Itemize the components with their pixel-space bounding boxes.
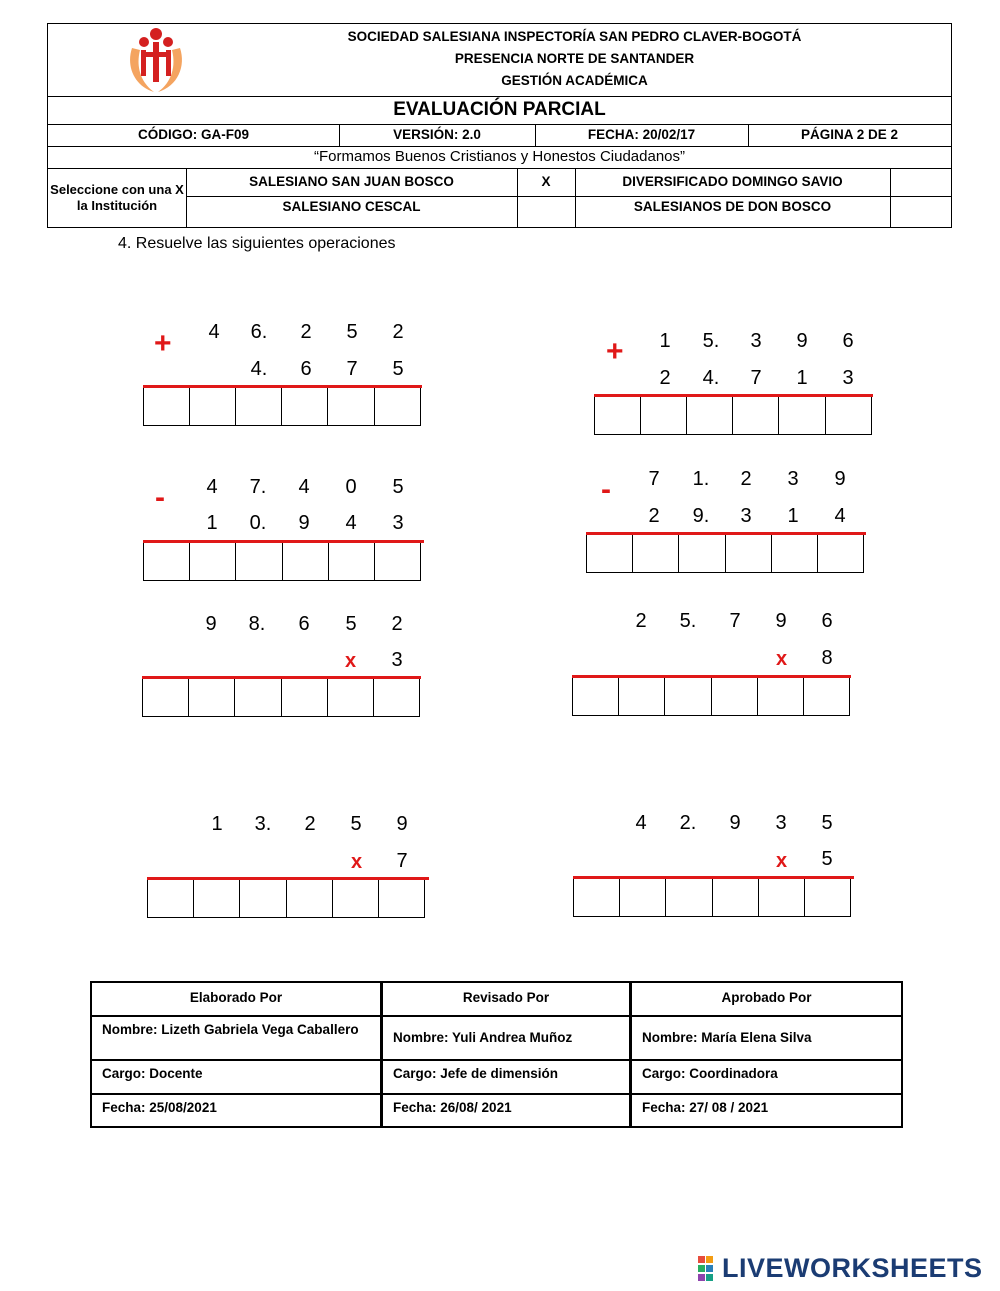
answer-box[interactable] — [144, 543, 190, 581]
digit: 9 — [729, 812, 741, 834]
doc-date: FECHA: 20/02/17 — [587, 126, 696, 142]
approval-table — [90, 981, 903, 1128]
revisado-date: Fecha: 26/08/ 2021 — [393, 1099, 512, 1115]
revisado-role: Cargo: Jefe de dimensión — [393, 1065, 559, 1081]
digit: 7. — [249, 476, 267, 498]
revisado-name: Nombre: Yuli Andrea Muñoz — [393, 1029, 573, 1045]
answer-box[interactable] — [328, 679, 374, 717]
digit: 9 — [205, 613, 217, 635]
digit: 1 — [211, 813, 223, 835]
answer-boxes — [142, 679, 420, 717]
doc-page: PÁGINA 2 DE 2 — [800, 126, 899, 142]
digit: 1 — [787, 505, 799, 527]
digit: 4 — [208, 321, 220, 343]
digit: 3 — [391, 649, 403, 671]
answer-box[interactable] — [194, 880, 240, 918]
digit: 2 — [392, 321, 404, 343]
digit: 3. — [254, 813, 272, 835]
times-sign: x — [351, 851, 363, 873]
digit: 7 — [648, 468, 660, 490]
digit: 6. — [250, 321, 268, 343]
answer-box[interactable] — [333, 880, 379, 918]
digit: 9 — [298, 512, 310, 534]
answer-box[interactable] — [189, 679, 235, 717]
elaborado-name: Nombre: Lizeth Gabriela Vega Caballero — [102, 1021, 359, 1037]
digit: 9 — [796, 330, 808, 352]
answer-box[interactable] — [587, 535, 633, 573]
answer-box[interactable] — [374, 679, 420, 717]
times-sign: x — [345, 650, 357, 672]
digit: 2 — [648, 505, 660, 527]
digit: 1 — [206, 512, 218, 534]
answer-boxes — [594, 397, 872, 435]
answer-boxes — [572, 678, 850, 716]
digit: 2 — [300, 321, 312, 343]
liveworksheets-brand[interactable]: LIVEWORKSHEETS — [722, 1253, 983, 1283]
answer-box[interactable] — [282, 388, 328, 426]
answer-box[interactable] — [641, 397, 687, 435]
answer-box[interactable] — [805, 879, 851, 917]
digit: 1 — [796, 367, 808, 389]
answer-box[interactable] — [375, 388, 421, 426]
institution-3-mark[interactable] — [517, 196, 575, 228]
answer-box[interactable] — [712, 678, 758, 716]
digit: 6 — [300, 358, 312, 380]
digit: 3 — [392, 512, 404, 534]
liveworksheets-logo-icon — [698, 1256, 722, 1282]
answer-box[interactable] — [143, 679, 189, 717]
answer-box[interactable] — [190, 543, 236, 581]
answer-boxes — [143, 388, 421, 426]
digit: 7 — [346, 358, 358, 380]
digit: 3 — [842, 367, 854, 389]
digit: 2 — [740, 468, 752, 490]
digit: 7 — [396, 850, 408, 872]
answer-box[interactable] — [574, 879, 620, 917]
institution-4-mark[interactable] — [890, 196, 951, 228]
answer-box[interactable] — [726, 535, 772, 573]
digit: 2 — [635, 610, 647, 632]
org-line-1: SOCIEDAD SALESIANA INSPECTORÍA SAN PEDRO CLAVER-BOGOTÁ — [347, 28, 802, 44]
answer-box[interactable] — [818, 535, 864, 573]
digit: 8. — [248, 613, 266, 635]
answer-box[interactable] — [804, 678, 850, 716]
document-title: EVALUACIÓN PARCIAL — [393, 99, 606, 121]
answer-box[interactable] — [190, 388, 236, 426]
digit: 2 — [304, 813, 316, 835]
answer-box[interactable] — [240, 880, 287, 918]
answer-box[interactable] — [329, 543, 375, 581]
answer-box[interactable] — [620, 879, 666, 917]
answer-box[interactable] — [375, 543, 421, 581]
answer-box[interactable] — [282, 679, 328, 717]
answer-box[interactable] — [666, 879, 713, 917]
org-line-3: GESTIÓN ACADÉMICA — [501, 72, 648, 88]
answer-box[interactable] — [679, 535, 726, 573]
motto: “Formamos Buenos Cristianos y Honestos Ciudadanos” — [314, 147, 685, 165]
answer-boxes — [586, 535, 864, 573]
salesian-logo-icon — [124, 26, 188, 94]
digit: 4 — [298, 476, 310, 498]
digit: 5 — [392, 476, 404, 498]
digit: 9 — [396, 813, 408, 835]
digit: 0. — [249, 512, 267, 534]
answer-box[interactable] — [283, 543, 329, 581]
times-sign: x — [776, 850, 788, 872]
digit: 2. — [679, 812, 697, 834]
plus-sign: + — [154, 327, 172, 360]
digit: 4 — [635, 812, 647, 834]
digit: 9 — [775, 610, 787, 632]
digit: 5. — [702, 330, 720, 352]
doc-version: VERSIÓN: 2.0 — [393, 126, 481, 142]
minus-sign: - — [155, 481, 165, 514]
answer-box[interactable] — [713, 879, 759, 917]
digit: 6 — [298, 613, 310, 635]
digit: 8 — [821, 647, 833, 669]
answer-boxes — [147, 880, 425, 918]
digit: 9. — [692, 505, 710, 527]
institution-2: DIVERSIFICADO DOMINGO SAVIO — [622, 173, 843, 189]
answer-box[interactable] — [687, 397, 733, 435]
digit: 4 — [834, 505, 846, 527]
answer-box[interactable] — [573, 678, 619, 716]
institution-1-mark[interactable]: X — [541, 173, 551, 189]
digit: 4. — [250, 358, 268, 380]
answer-box[interactable] — [633, 535, 679, 573]
digit: 9 — [834, 468, 846, 490]
digit: 5. — [679, 610, 697, 632]
answer-box[interactable] — [148, 880, 194, 918]
plus-sign: + — [606, 335, 624, 368]
answer-boxes — [573, 879, 851, 917]
elaborado-date: Fecha: 25/08/2021 — [102, 1099, 217, 1115]
org-line-2: PRESENCIA NORTE DE SANTANDER — [454, 50, 695, 66]
digit: 5 — [821, 848, 833, 870]
aprobado-role: Cargo: Coordinadora — [642, 1065, 778, 1081]
digit: 4. — [702, 367, 720, 389]
answer-box[interactable] — [144, 388, 190, 426]
answer-box[interactable] — [772, 535, 818, 573]
header-table — [47, 23, 952, 228]
answer-box[interactable] — [595, 397, 641, 435]
institution-3: SALESIANO CESCAL — [282, 198, 421, 214]
answer-box[interactable] — [328, 388, 375, 426]
digit: 5 — [346, 321, 358, 343]
answer-box[interactable] — [826, 397, 872, 435]
doc-code: CÓDIGO: GA-F09 — [137, 126, 249, 142]
institution-4: SALESIANOS DE DON BOSCO — [633, 198, 832, 214]
aprobado-date: Fecha: 27/ 08 / 2021 — [642, 1099, 769, 1115]
elaborado-role: Cargo: Docente — [102, 1065, 203, 1081]
digit: 5 — [392, 358, 404, 380]
digit: 3 — [740, 505, 752, 527]
digit: 3 — [750, 330, 762, 352]
answer-box[interactable] — [379, 880, 425, 918]
digit: 2 — [659, 367, 671, 389]
aprobado-name: Nombre: María Elena Silva — [642, 1029, 812, 1045]
digit: 7 — [750, 367, 762, 389]
digit: 1. — [692, 468, 710, 490]
institution-2-mark[interactable] — [890, 168, 951, 196]
answer-boxes — [143, 543, 421, 581]
answer-box[interactable] — [665, 678, 712, 716]
instruction: 4. Resuelve las siguientes operaciones — [118, 235, 396, 252]
digit: 4 — [206, 476, 218, 498]
col-revisado-head: Revisado Por — [462, 989, 550, 1005]
answer-box[interactable] — [779, 397, 826, 435]
answer-box[interactable] — [236, 543, 283, 581]
institution-1: SALESIANO SAN JUAN BOSCO — [249, 173, 454, 189]
minus-sign: - — [601, 473, 611, 506]
digit: 6 — [842, 330, 854, 352]
times-sign: x — [776, 648, 788, 670]
digit: 1 — [659, 330, 671, 352]
digit: 6 — [821, 610, 833, 632]
digit: 5 — [350, 813, 362, 835]
answer-box[interactable] — [235, 679, 282, 717]
digit: 7 — [729, 610, 741, 632]
digit: 0 — [345, 476, 357, 498]
digit: 5 — [345, 613, 357, 635]
answer-box[interactable] — [236, 388, 282, 426]
col-aprobado-head: Aprobado Por — [721, 989, 812, 1005]
answer-box[interactable] — [758, 678, 804, 716]
answer-box[interactable] — [619, 678, 665, 716]
digit: 2 — [391, 613, 403, 635]
col-elaborado-head: Elaborado Por — [189, 989, 283, 1005]
answer-box[interactable] — [733, 397, 779, 435]
digit: 4 — [345, 512, 357, 534]
digit: 3 — [775, 812, 787, 834]
select-institution-label: Seleccione con una X la Institución — [50, 181, 184, 213]
digit: 3 — [787, 468, 799, 490]
digit: 5 — [821, 812, 833, 834]
answer-box[interactable] — [759, 879, 805, 917]
answer-box[interactable] — [287, 880, 333, 918]
